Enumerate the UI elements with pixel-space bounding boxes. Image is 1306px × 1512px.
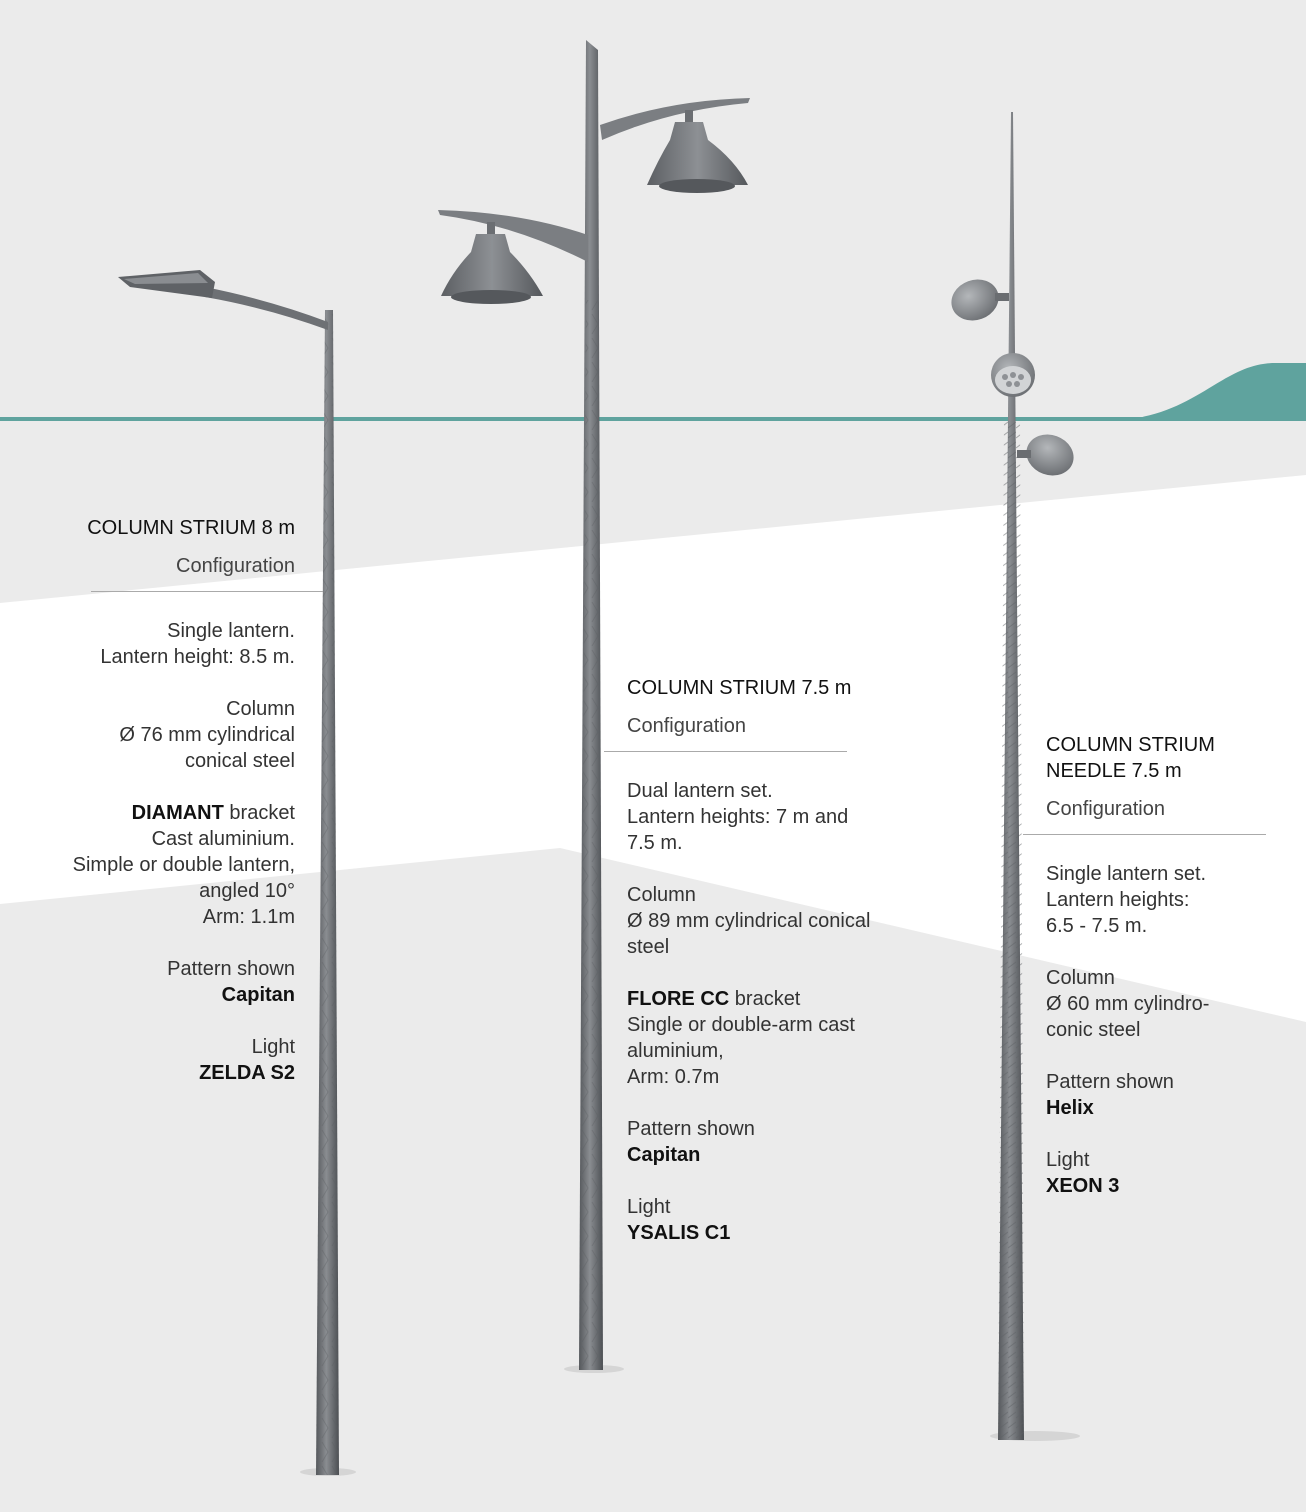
spec-column-strium-8m — [40, 515, 295, 1086]
spec-column-strium-needle-7-5m — [1046, 732, 1286, 1199]
light-value: XEON 3 — [1046, 1175, 1120, 1197]
light-value: YSALIS C1 — [627, 1222, 731, 1244]
column-spec: Column Ø 60 mm cylindro- conic steel — [1046, 967, 1210, 1041]
column-title: COLUMN STRIUM NEEDLE 7.5 m — [1046, 734, 1215, 782]
bracket-spec: DIAMANT bracket Cast aluminium. Simple or double lantern, angled 10° Arm: 1.1m — [72, 802, 295, 928]
lantern-set: Single lantern. Lantern height: 8.5 m. — [100, 620, 295, 668]
light-spec: Light YSALIS C1 — [627, 1194, 897, 1246]
pattern-value: Helix — [1046, 1097, 1094, 1119]
divider — [1023, 834, 1266, 835]
column-spec: Column Ø 76 mm cylindrical conical steel — [119, 698, 295, 772]
configuration-heading: Configuration — [627, 715, 746, 737]
spec-column-strium-7-5m — [627, 675, 897, 1246]
pattern-spec: Pattern shown Capitan — [40, 956, 295, 1008]
light-spec: Light ZELDA S2 — [40, 1034, 295, 1086]
light-spec: Light XEON 3 — [1046, 1147, 1286, 1199]
pattern-spec: Pattern shown Helix — [1046, 1069, 1286, 1121]
bracket-name: FLORE CC — [627, 988, 730, 1010]
teal-stripe — [0, 417, 1306, 421]
lantern-set: Dual lantern set. Lantern heights: 7 m and 7.5 m. — [627, 780, 849, 854]
pattern-spec: Pattern shown Capitan — [627, 1116, 897, 1168]
column-spec: Column Ø 89 mm cylindrical conical steel — [627, 884, 871, 958]
configuration-heading: Configuration — [1046, 798, 1165, 820]
light-value: ZELDA S2 — [199, 1062, 295, 1084]
configuration-heading: Configuration — [176, 555, 295, 577]
column-title: COLUMN STRIUM 8 m — [87, 517, 295, 539]
column-title: COLUMN STRIUM 7.5 m — [627, 677, 852, 699]
bracket-spec: FLORE CC bracket Single or double-arm cast aluminium, Arm: 0.7m — [627, 988, 855, 1088]
bracket-name: DIAMANT — [131, 802, 224, 824]
pattern-value: Capitan — [627, 1144, 701, 1166]
divider — [604, 751, 847, 752]
divider — [91, 591, 323, 592]
pattern-value: Capitan — [221, 984, 295, 1006]
lantern-set: Single lantern set. Lantern heights: 6.5 - 7.5 m. — [1046, 863, 1207, 937]
